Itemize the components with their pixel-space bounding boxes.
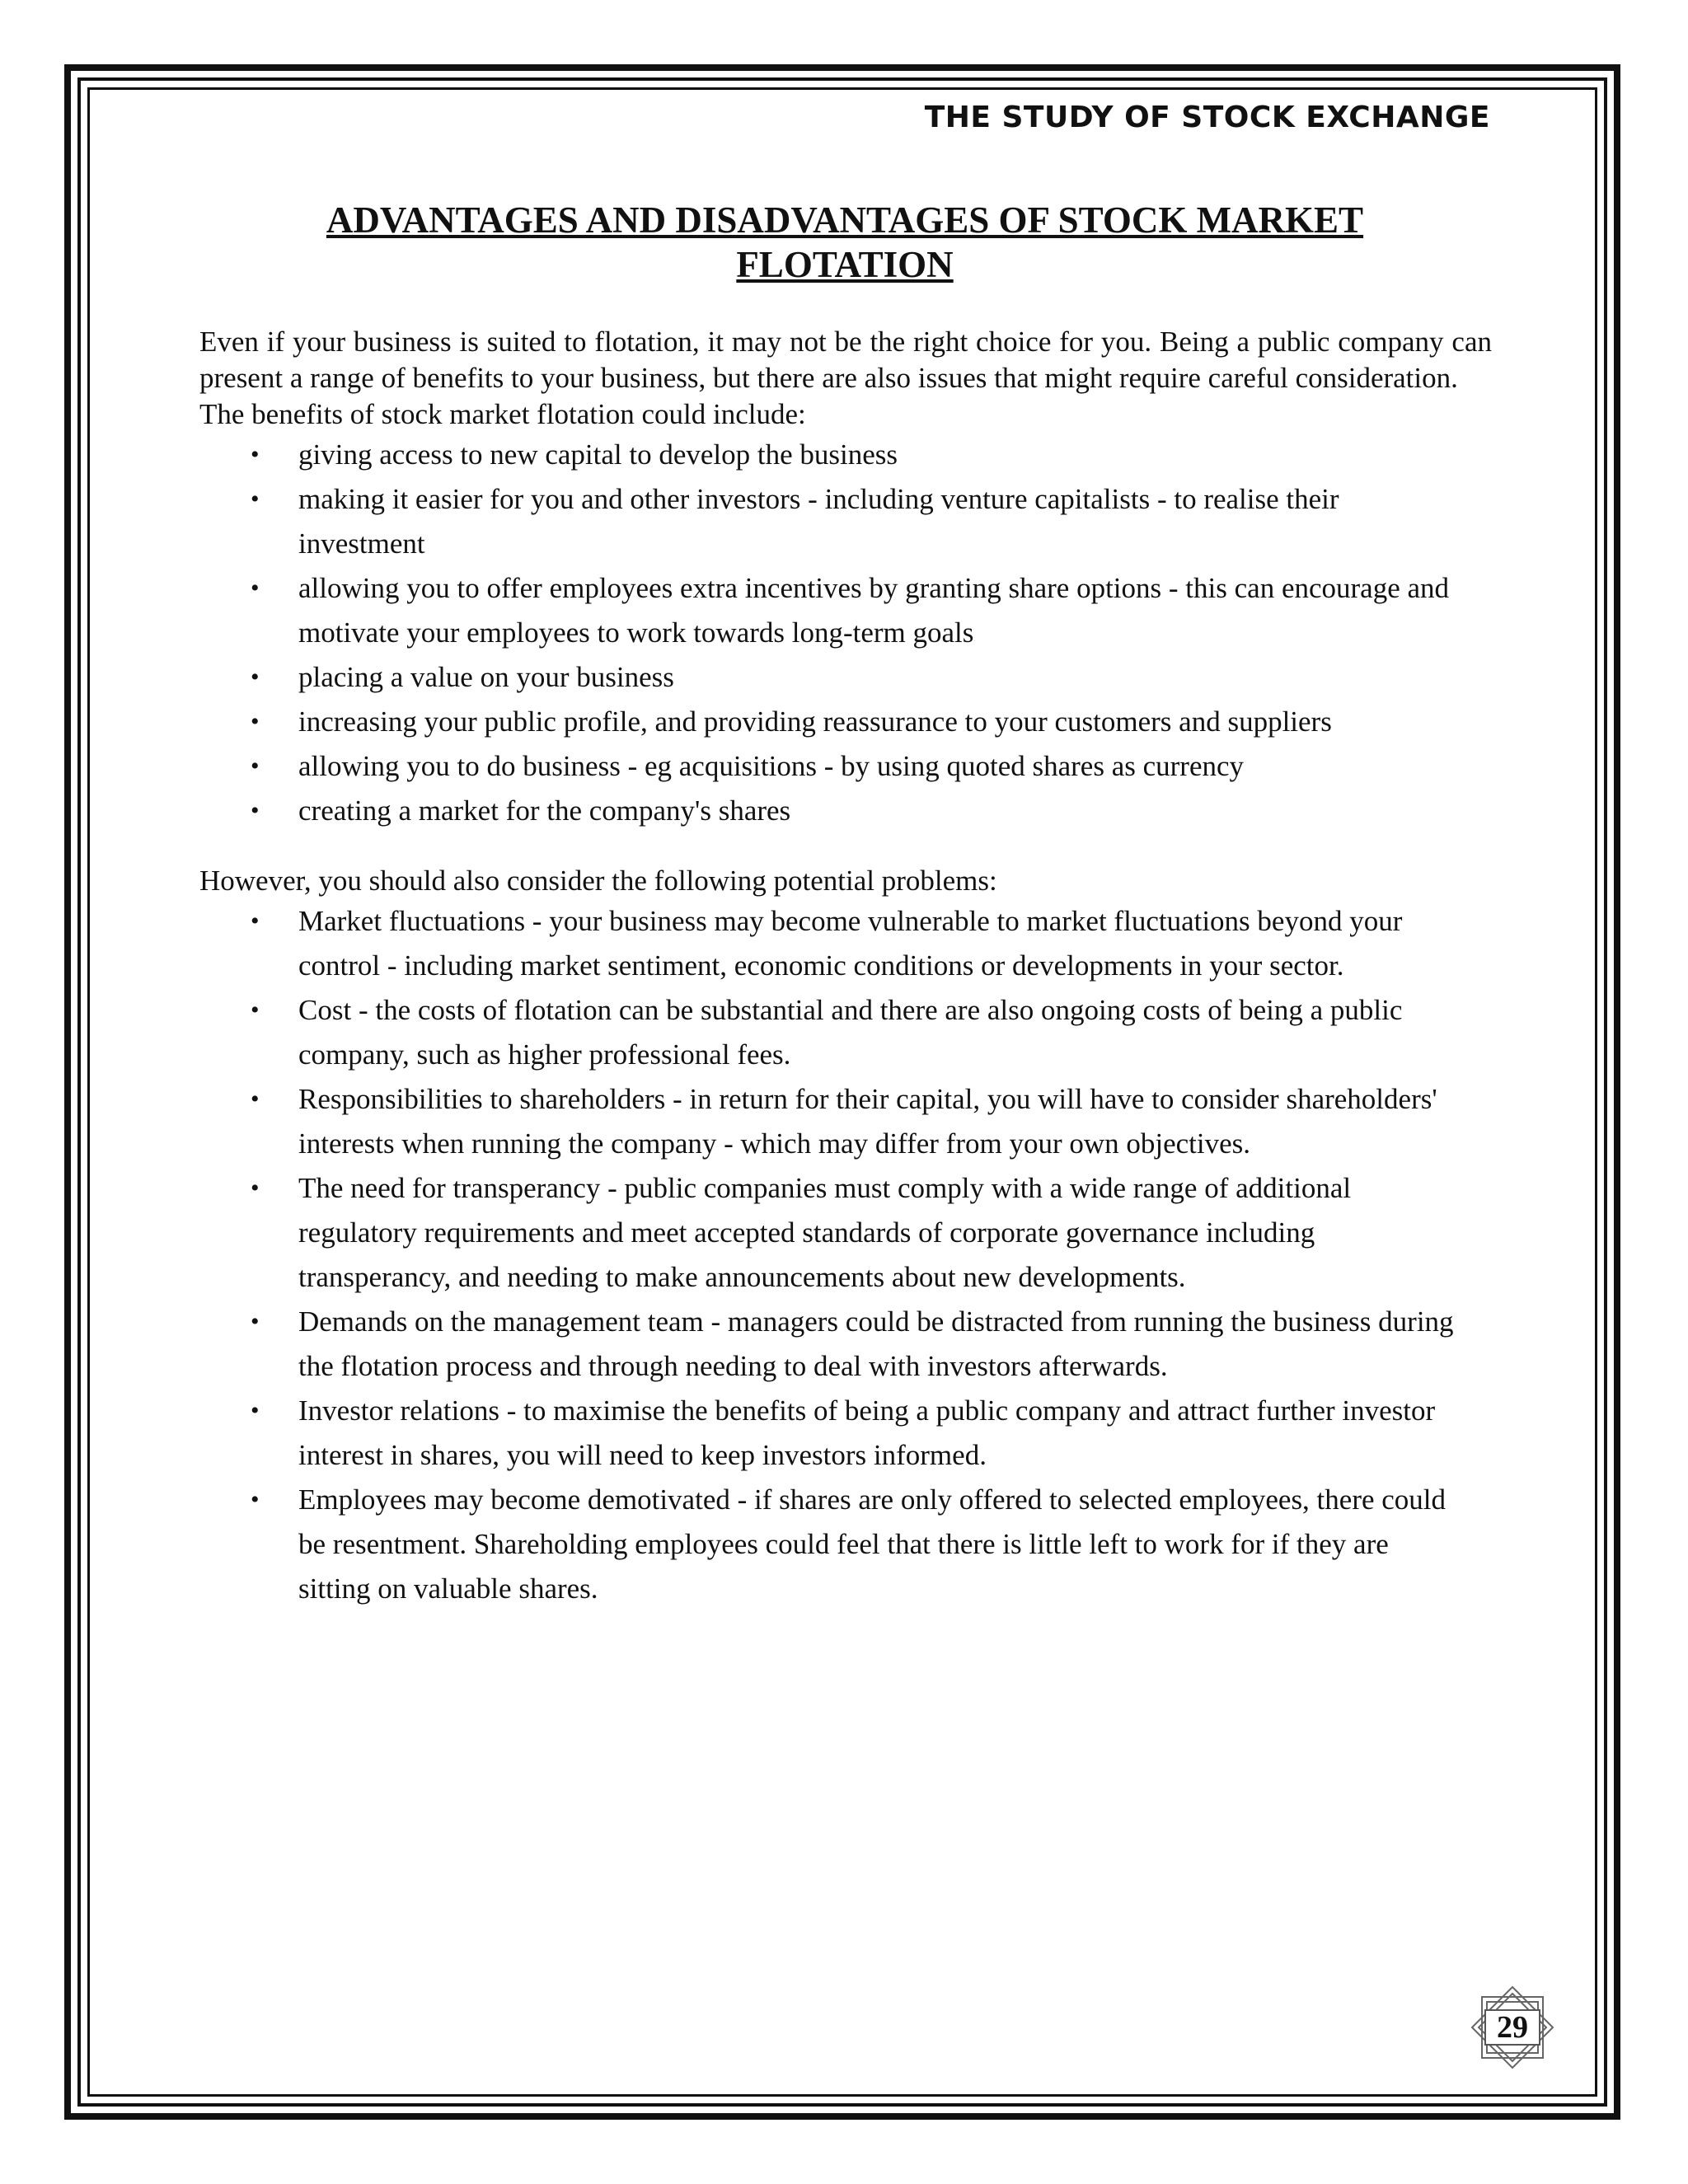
page-number: 29 (1497, 2010, 1528, 2045)
title-line-2: FLOTATION (736, 244, 954, 285)
intro-paragraph: Even if your business is suited to flotation, it may not be the right choice for you. Being a public company can present a range of benefits to your business, but there are also issues that might require careful consideration. (199, 326, 1492, 394)
bullet-icon: • (251, 752, 260, 780)
list-item: • giving access to new capital to develop the business (199, 433, 1492, 477)
list-item: • Demands on the management team - managers could be distracted from running the business during the flotation process and through needing to deal with investors afterwards. (199, 1300, 1492, 1389)
list-item: • The need for transperancy - public companies must comply with a wide range of additional regulatory requirements and meet accepted standards of corporate governance including transperancy, and needing to make announcements about new developments. (199, 1166, 1492, 1300)
list-item: • Investor relations - to maximise the benefits of being a public company and attract further investor interest in shares, you will need to keep investors informed. (199, 1389, 1492, 1478)
list-item: • Employees may become demotivated - if shares are only offered to selected employees, there could be resentment. Shareholding employees could feel that there is little left to work for if they are sitting on valuable shares. (199, 1478, 1492, 1611)
list-item: • allowing you to offer employees extra incentives by granting share options - this can encourage and motivate your employees to work towards long-term goals (199, 566, 1492, 655)
bullet-icon: • (251, 907, 260, 935)
bullet-icon: • (251, 996, 260, 1024)
bullet-icon: • (251, 663, 260, 691)
list-item: • Responsibilities to shareholders - in return for their capital, you will have to consider shareholders' interests when running the company - which may differ from your own objectives. (199, 1077, 1492, 1166)
list-item: • Cost - the costs of flotation can be substantial and there are also ongoing costs of being a public company, such as higher professional fees. (199, 988, 1492, 1077)
page-title (198, 198, 1492, 287)
benefits-list (199, 433, 1492, 833)
running-header: THE STUDY OF STOCK EXCHANGE (924, 101, 1490, 134)
bullet-icon: • (251, 1174, 260, 1202)
page-number-badge (1467, 1982, 1558, 2073)
bullet-icon: • (251, 797, 260, 824)
bullet-icon: • (251, 1085, 260, 1113)
bullet-icon: • (251, 574, 260, 602)
benefits-lead: The benefits of stock market flotation could include: (199, 398, 806, 430)
problems-list (199, 899, 1492, 1611)
list-item: • creating a market for the company's shares (199, 789, 1492, 833)
list-item: • making it easier for you and other investors - including venture capitalists - to realise their investment (199, 477, 1492, 566)
bullet-icon: • (251, 1397, 260, 1424)
body-content (199, 324, 1492, 1611)
bullet-icon: • (251, 1308, 260, 1335)
list-item: • allowing you to do business - eg acquisitions - by using quoted shares as currency (199, 744, 1492, 789)
list-item: • Market fluctuations - your business may become vulnerable to market fluctuations beyond your control - including market sentiment, economic conditions or developments in your sector. (199, 899, 1492, 988)
list-item: • placing a value on your business (199, 655, 1492, 700)
bullet-icon: • (251, 485, 260, 513)
bullet-icon: • (251, 441, 260, 468)
bullet-icon: • (251, 708, 260, 735)
problems-lead: However, you should also consider the following potential problems: (199, 865, 997, 897)
title-line-1: ADVANTAGES AND DISADVANTAGES OF STOCK MARKET (326, 199, 1364, 241)
list-item: • increasing your public profile, and providing reassurance to your customers and suppliers (199, 700, 1492, 744)
bullet-icon: • (251, 1486, 260, 1513)
